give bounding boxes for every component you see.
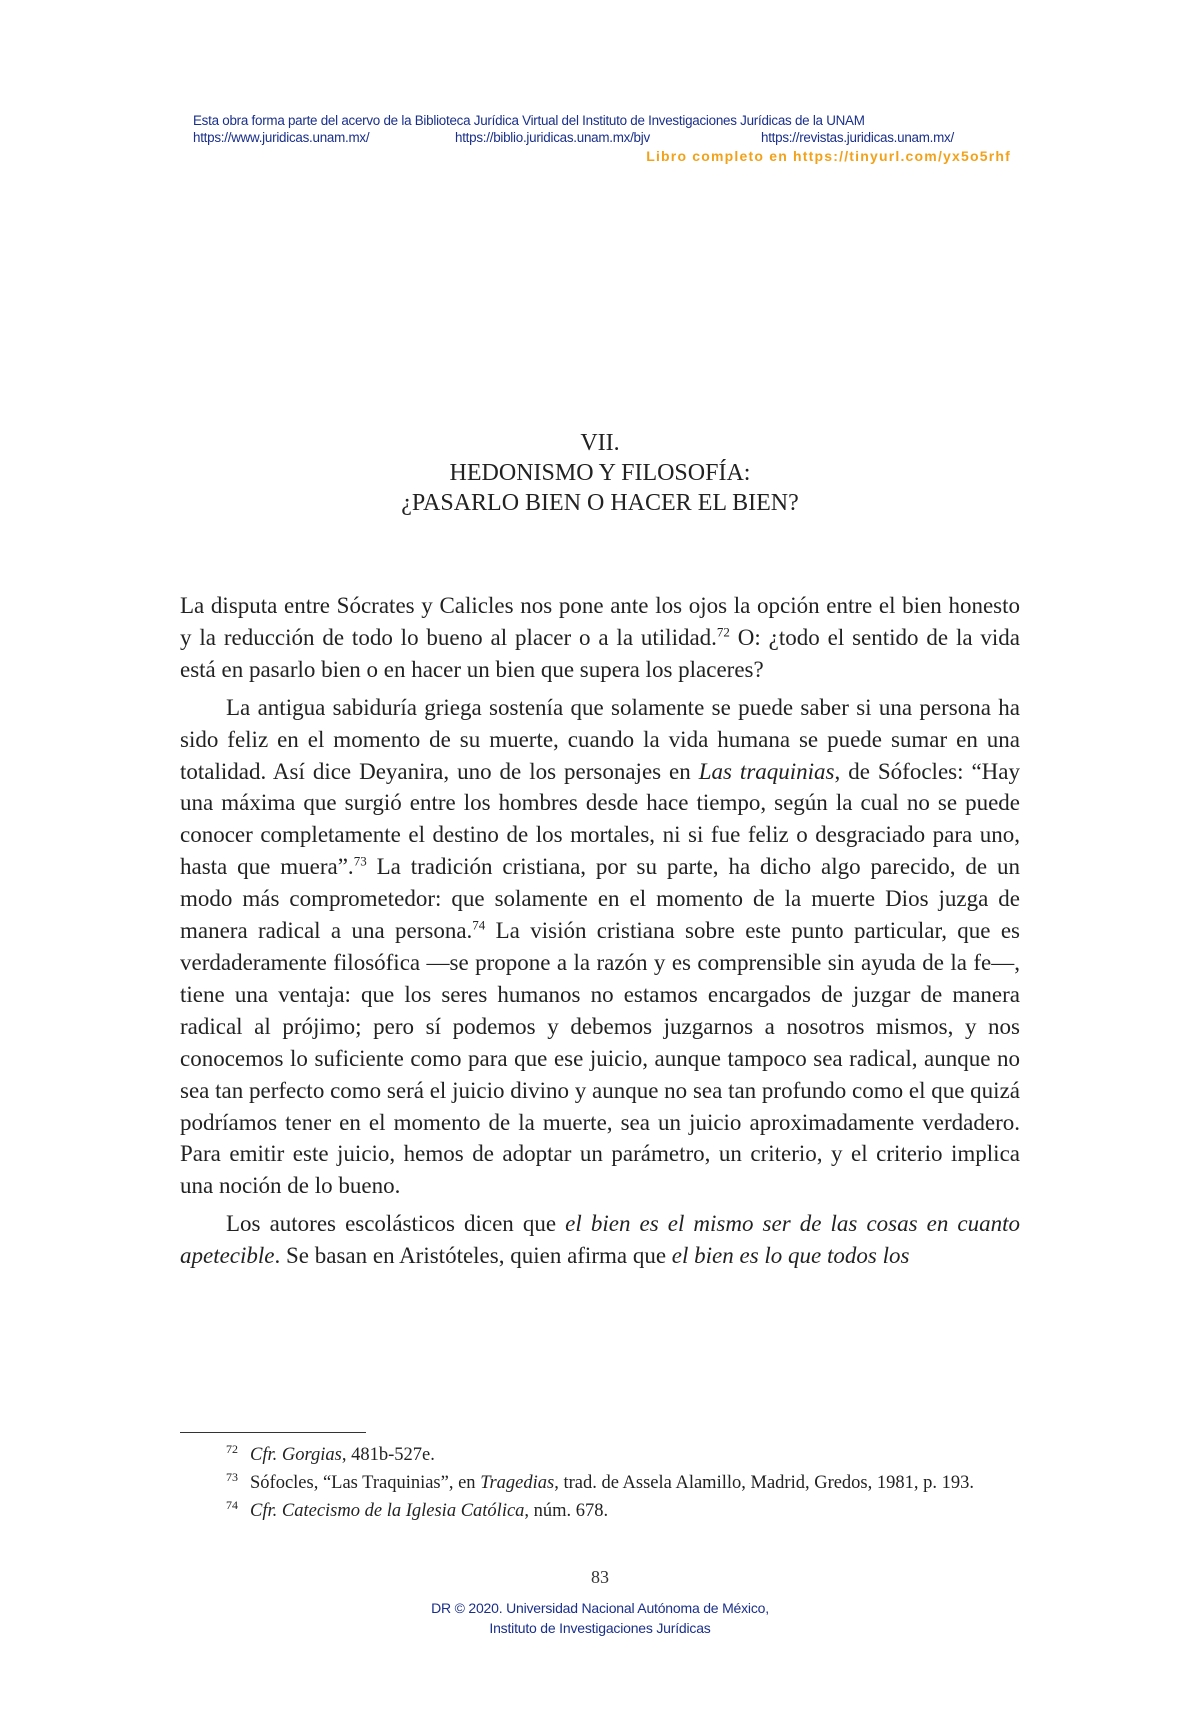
footnote-divider (180, 1432, 366, 1433)
copyright-footer (0, 1598, 1200, 1638)
italic-phrase: el bien es el mismo ser de las cosas en cuanto apetecible (180, 1211, 1021, 1269)
institute-line: Instituto de Investigaciones Jurídicas (489, 1620, 711, 1636)
work-title: Las traquinias (698, 758, 835, 784)
chapter-title-line2: ¿PASARLO BIEN O HACER EL BIEN? (401, 490, 799, 516)
repository-header (193, 112, 1011, 165)
chapter-number: VII. (580, 430, 620, 456)
chapter-title-line1: HEDONISMO Y FILOSOFÍA: (449, 460, 751, 486)
repository-notice: Esta obra forma parte del acervo de la Biblioteca Jurídica Virtual del Instituto de Investigaciones Jurídicas de la UNAM (193, 113, 865, 128)
paragraph-3: Los autores escolásticos dicen que el bien es el mismo ser de las cosas en cuanto apetecible. Se basan en Aristóteles, quien afirma que el bien es lo que todos los (180, 1211, 1021, 1269)
footnote-74: $^{74}$ Cfr. Catecismo de la Iglesia Católica, núm. 678. (226, 1497, 609, 1521)
footnote-ref[interactable]: 74 (472, 917, 486, 933)
chapter-body (180, 590, 1020, 1272)
page-number: 83 (591, 1567, 609, 1587)
paragraph-1: La disputa entre Sócrates y Calicles nos pone ante los ojos la opción entre el bien honesto y la reducción de todo lo bueno al placer o a la utilidad.$^{72}$ O: ¿todo el sentido de la vida está en pasarlo bien o en hacer un bien que supera los placeres? (180, 593, 1020, 682)
juridicas-link[interactable]: https://www.juridicas.unam.mx/ (193, 130, 370, 145)
chapter-heading (180, 428, 1020, 518)
footnote-72: $^{72}$ Cfr. Gorgias, 481b-527e. (226, 1441, 435, 1465)
footnote-ref[interactable]: 73 (353, 853, 367, 869)
paragraph-2: La antigua sabiduría griega sostenía que solamente se puede saber si una persona ha sido feliz en el momento de su muerte, cuando la vida humana se puede sumar en una totalidad. Así dice Deyanira, uno de los personajes en Las traquinias, de Sófocles: “Hay una máxima que surgió entre los hombres desde hace tiempo, según la cual no se puede conocer completamente el destino de los mortales, ni si fue feliz o desgraciado para uno, hasta que muera”.$^{73}$ La tradición cristiana, por su parte, ha dicho algo parecido, de un modo más comprometedor: que solamente en el momento de la muerte Dios juzga de manera radical a una persona.$^{74}$ La visión cristiana sobre este punto particular, que es verdaderamente filosófica —se propone a la razón y es comprensible sin ayuda de la fe—, tiene una ventaja: que los seres humanos no estamos encargados de juzgar de manera radical al prójimo; pero sí podemos y debemos juzgarnos a nosotros mismos, y nos conocemos lo suficiente como para que ese juicio, aunque tampoco sea radical, aunque no sea tan perfecto como será el juicio divino y aunque no sea tan profundo como el que quizá podríamos tener en el momento de la muerte, sea un juicio aproximadamente verdadero. Para emitir este juicio, hemos de adoptar un parámetro, un criterio, y el criterio implica una noción de lo bueno. (180, 694, 1021, 1199)
repository-links (193, 129, 1011, 146)
italic-phrase: el bien es lo que todos los (671, 1243, 910, 1269)
revistas-link[interactable]: https://revistas.juridicas.unam.mx/ (761, 130, 954, 145)
footnotes (180, 1441, 1020, 1525)
copyright-line: DR © 2020. Universidad Nacional Autónoma de México, (431, 1600, 769, 1616)
footnote-ref[interactable]: 72 (716, 624, 730, 640)
complete-book-link[interactable]: Libro completo en https://tinyurl.com/yx5o5rhf (646, 148, 1011, 164)
biblio-link[interactable]: https://biblio.juridicas.unam.mx/bjv (455, 130, 650, 145)
footnote-73: $^{73}$ Sófocles, “Las Traquinias”, en Tragedias, trad. de Assela Alamillo, Madrid, Gredos, 1981, p. 193. (226, 1469, 975, 1493)
